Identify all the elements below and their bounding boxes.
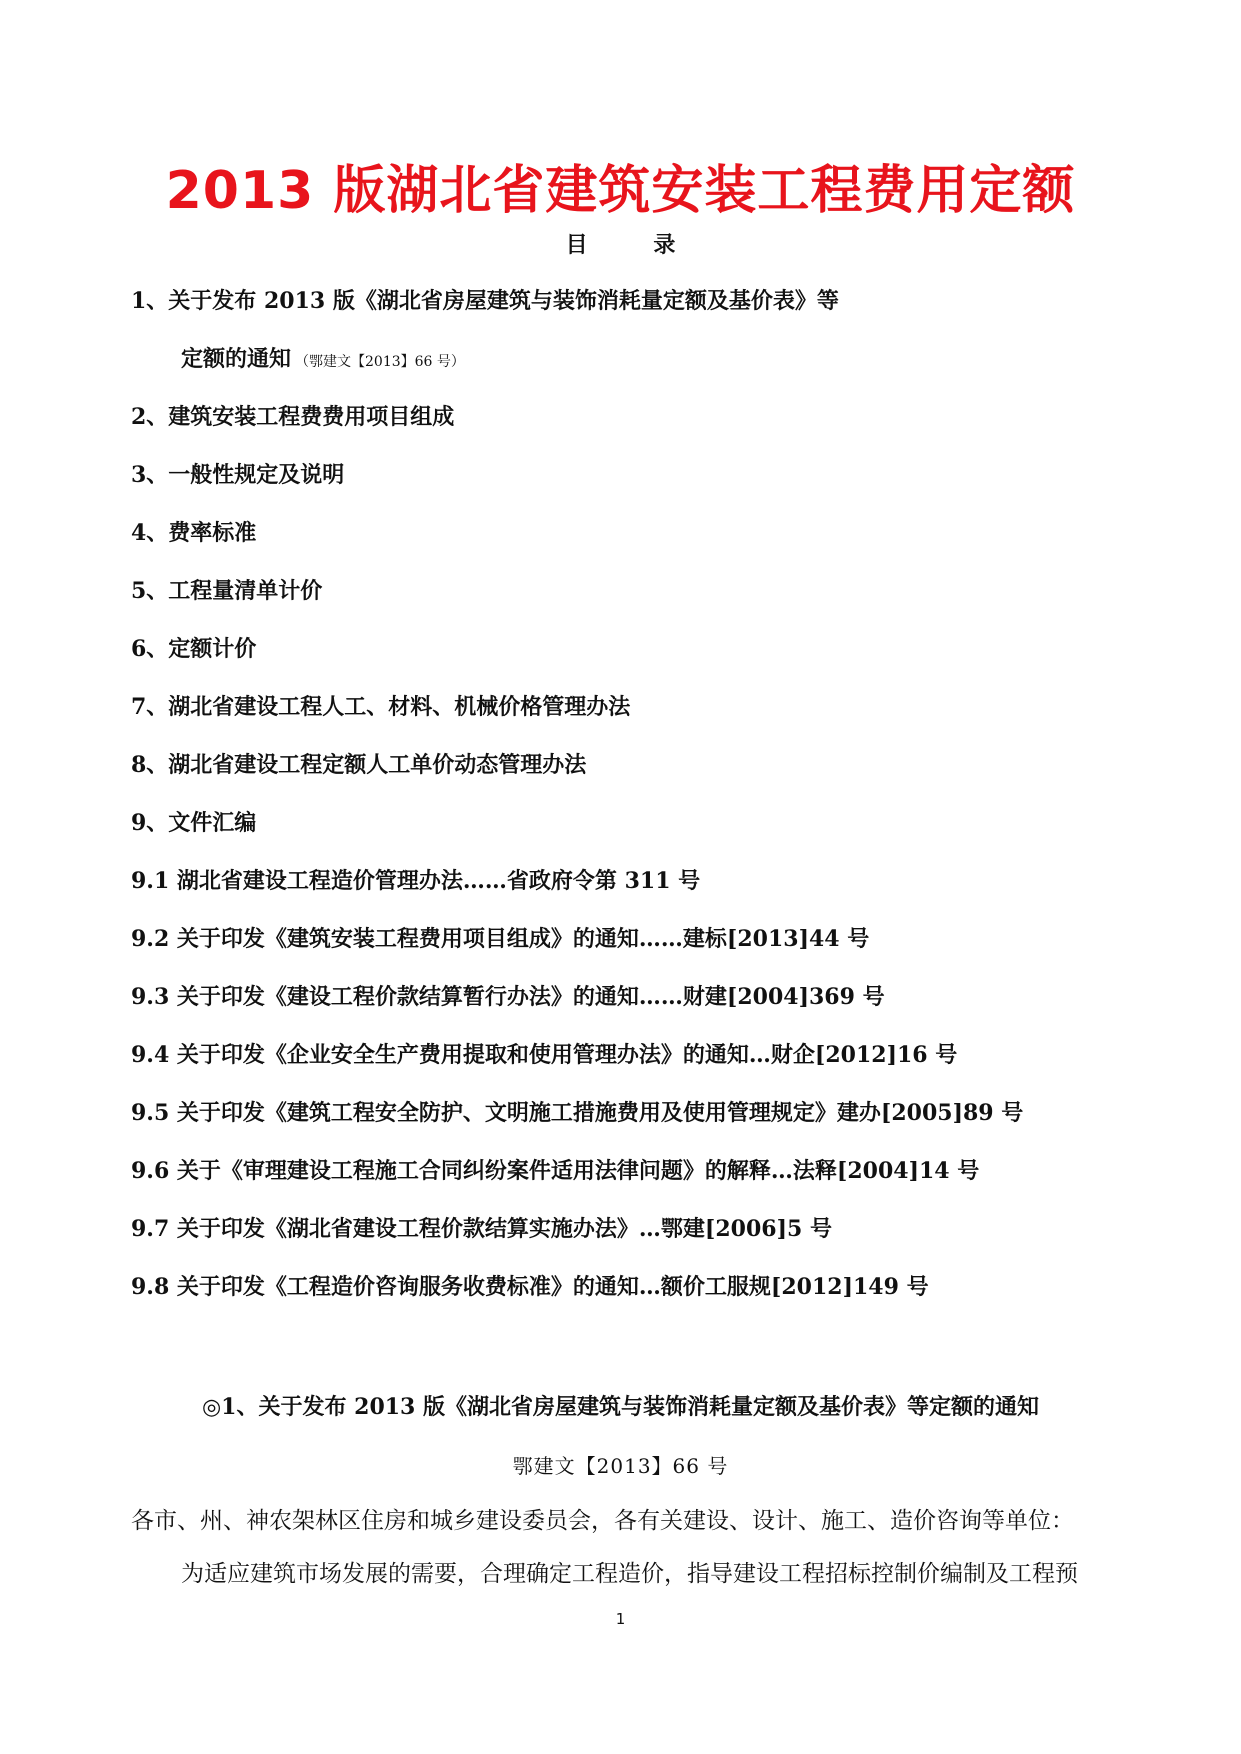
toc-item: 9.4 关于印发《企业安全生产费用提取和使用管理办法》的通知…财企[2012]16 号 [131, 1042, 958, 1068]
toc-item: 9.5 关于印发《建筑工程安全防护、文明施工措施费用及使用管理规定》建办[2005]89 号 [131, 1100, 1024, 1126]
toc-item-reference: （鄂建文【2013】66 号） [295, 354, 465, 370]
toc-heading [0, 228, 1241, 259]
body-paragraph: 为适应建筑市场发展的需要，合理确定工程造价，指导建设工程招标控制价编制及工程预 [181, 1561, 1078, 1587]
toc-item: 5、工程量清单计价 [131, 578, 323, 604]
toc-heading-left: 目 [565, 232, 588, 258]
toc-item: 8、湖北省建设工程定额人工单价动态管理办法 [131, 752, 587, 778]
toc-item: 定额的通知 （鄂建文【2013】66 号） [181, 346, 465, 372]
document-number: 鄂建文【2013】66 号 [512, 1454, 729, 1478]
toc-item: 9.2 关于印发《建筑安装工程费用项目组成》的通知……建标[2013]44 号 [131, 926, 870, 952]
toc-heading-right: 录 [653, 232, 676, 258]
toc-item: 3、一般性规定及说明 [131, 462, 345, 488]
page-number: 1 [615, 1610, 626, 1628]
toc-item: 9.8 关于印发《工程造价咨询服务收费标准》的通知…额价工服规[2012]149 号 [131, 1274, 929, 1300]
toc-item: 1、关于发布 2013 版《湖北省房屋建筑与装饰消耗量定额及基价表》等 [131, 288, 839, 314]
section-heading: ◎1、关于发布 2013 版《湖北省房屋建筑与装饰消耗量定额及基价表》等定额的通知 [201, 1394, 1040, 1420]
toc-item: 9.3 关于印发《建设工程价款结算暂行办法》的通知……财建[2004]369 号 [131, 984, 885, 1010]
table-of-contents [131, 286, 1131, 1330]
toc-item: 9.6 关于《审理建设工程施工合同纠纷案件适用法律问题》的解释…法释[2004]14 号 [131, 1158, 980, 1184]
toc-item: 9.7 关于印发《湖北省建设工程价款结算实施办法》…鄂建[2006]5 号 [131, 1216, 832, 1242]
toc-item: 9.1 湖北省建设工程造价管理办法……省政府令第 311 号 [131, 868, 701, 894]
toc-item: 7、湖北省建设工程人工、材料、机械价格管理办法 [131, 694, 631, 720]
toc-item: 9、文件汇编 [131, 810, 257, 836]
toc-item: 6、定额计价 [131, 636, 257, 662]
salutation-text: 各市、州、神农架林区住房和城乡建设委员会，各有关建设、设计、施工、造价咨询等单位： [131, 1508, 1074, 1534]
document-title: 2013 版湖北省建筑安装工程费用定额 [165, 161, 1076, 221]
toc-item: 2、建筑安装工程费费用项目组成 [131, 404, 455, 430]
toc-item: 4、费率标准 [131, 520, 257, 546]
